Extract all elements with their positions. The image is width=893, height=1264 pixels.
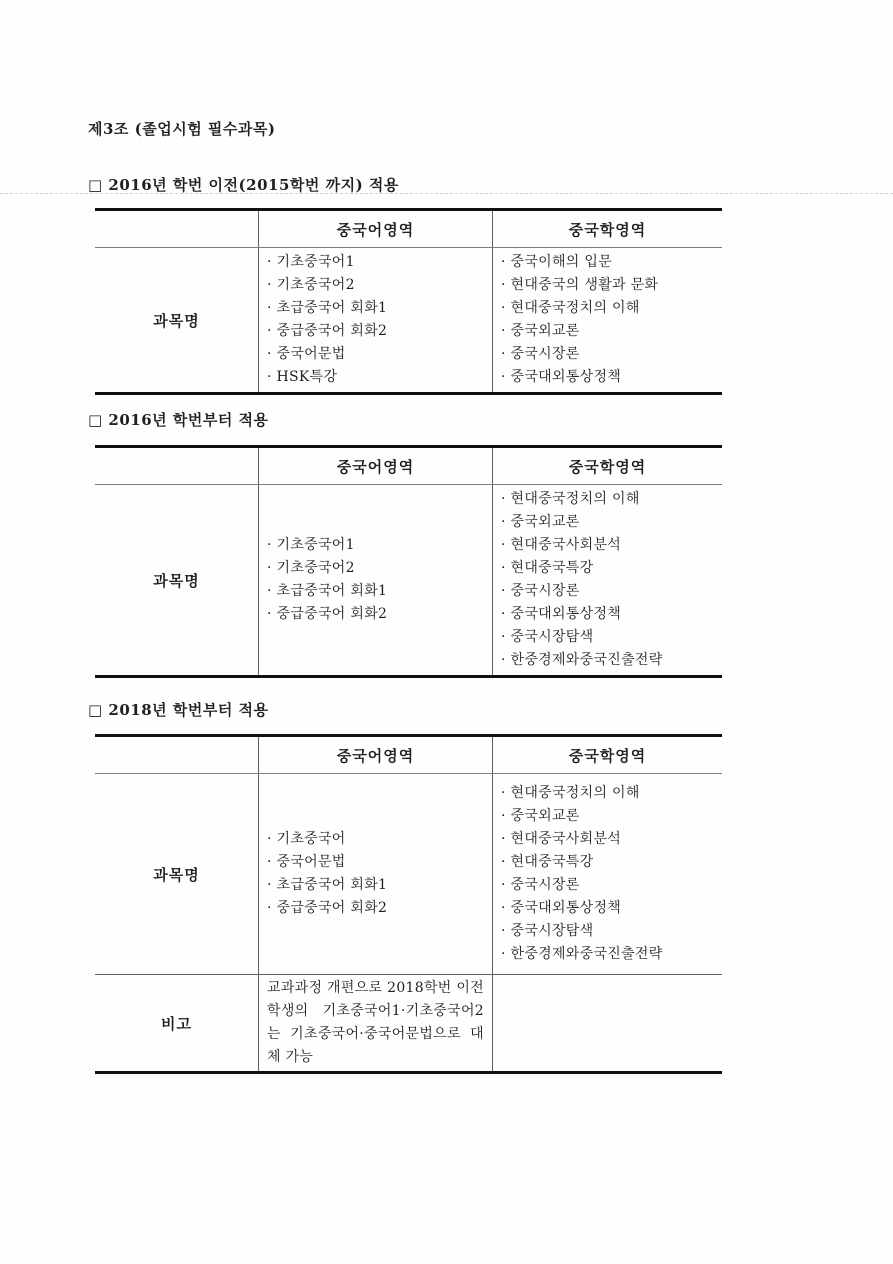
row-label-remark: 비고 [161, 1014, 192, 1033]
row-label-subjects: 과목명 [153, 571, 200, 590]
subject-list-chinese-language [258, 774, 492, 974]
table-header-row [95, 448, 722, 485]
subject-item: · 중국시장론 [501, 877, 580, 893]
subject-item: · 초급중국어 회화1 [267, 300, 388, 316]
header-cell-chinese-studies: 중국학영역 [492, 448, 722, 484]
table-remark-row [95, 974, 722, 1071]
subject-item: · 현대중국의 생활과 문화 [501, 277, 659, 293]
subject-item: · 중국외교론 [501, 808, 580, 824]
header-cell-empty [95, 448, 258, 484]
subject-item: · 중국대외통상정책 [501, 369, 622, 385]
table-body-row [95, 774, 722, 974]
subject-item: · 중국대외통상정책 [501, 900, 622, 916]
subject-item: · 중국외교론 [501, 323, 580, 339]
section-heading-pre-2016: □ 2016년 학번 이전(2015학번 까지) 적용 [88, 176, 399, 194]
subject-item: · HSK특강 [267, 369, 338, 385]
subject-item: · 중국시장론 [501, 583, 580, 599]
subject-item: · 현대중국특강 [501, 854, 594, 870]
subject-item: · 현대중국정치의 이해 [501, 491, 640, 507]
subject-item: · 현대중국정치의 이해 [501, 300, 640, 316]
page-title: 제3조 (졸업시험 필수과목) [88, 120, 276, 138]
row-label-subjects: 과목명 [153, 865, 200, 884]
header-cell-empty [95, 211, 258, 247]
subject-item: · 기초중국어1 [267, 537, 355, 553]
header-cell-chinese-language: 중국어영역 [258, 737, 492, 773]
subject-item: · 중급중국어 회화2 [267, 900, 388, 916]
subject-item: · 기초중국어2 [267, 277, 355, 293]
subject-item: · 중급중국어 회화2 [267, 323, 388, 339]
subject-list-chinese-studies [492, 248, 722, 392]
table-from-2016 [95, 445, 722, 678]
subject-item: · 중국시장탐색 [501, 923, 594, 939]
subject-list-chinese-language [258, 485, 492, 675]
subject-item: · 기초중국어 [267, 831, 346, 847]
table-body-row [95, 248, 722, 392]
subject-list-chinese-language [258, 248, 492, 392]
header-cell-chinese-language: 중국어영역 [258, 448, 492, 484]
table-pre-2016 [95, 208, 722, 395]
section-heading-from-2016: □ 2016년 학번부터 적용 [88, 411, 269, 429]
row-label-subjects: 과목명 [153, 311, 200, 330]
subject-item: · 현대중국특강 [501, 560, 594, 576]
header-cell-empty [95, 737, 258, 773]
subject-list-chinese-studies [492, 485, 722, 675]
table-from-2018 [95, 734, 722, 1074]
remark-empty-cell [492, 975, 722, 1071]
header-cell-chinese-language: 중국어영역 [258, 211, 492, 247]
subject-item: · 중국어문법 [267, 854, 346, 870]
subject-item: · 한중경제와중국진출전략 [501, 946, 663, 962]
remark-text: 교과과정 개편으로 2018학번 이전학생의 기초중국어1·기초중국어2는 기초중국어·중국어문법으로 대체 가능 [258, 975, 492, 1071]
table-header-row [95, 211, 722, 248]
subject-item: · 중국이해의 입문 [501, 254, 613, 270]
header-cell-chinese-studies: 중국학영역 [492, 737, 722, 773]
header-cell-chinese-studies: 중국학영역 [492, 211, 722, 247]
subject-list-chinese-studies [492, 774, 722, 974]
subject-item: · 기초중국어2 [267, 560, 355, 576]
subject-item: · 중국시장론 [501, 346, 580, 362]
subject-item: · 중국어문법 [267, 346, 346, 362]
table-header-row [95, 737, 722, 774]
subject-item: · 초급중국어 회화1 [267, 877, 388, 893]
subject-item: · 중국외교론 [501, 514, 580, 530]
subject-item: · 초급중국어 회화1 [267, 583, 388, 599]
subject-item: · 중국시장탐색 [501, 629, 594, 645]
subject-item: · 현대중국사회분석 [501, 831, 622, 847]
subject-item: · 현대중국정치의 이해 [501, 785, 640, 801]
subject-item: · 중국대외통상정책 [501, 606, 622, 622]
subject-item: · 기초중국어1 [267, 254, 355, 270]
subject-item: · 중급중국어 회화2 [267, 606, 388, 622]
table-body-row [95, 485, 722, 675]
section-heading-from-2018: □ 2018년 학번부터 적용 [88, 701, 269, 719]
subject-item: · 현대중국사회분석 [501, 537, 622, 553]
subject-item: · 한중경제와중국진출전략 [501, 652, 663, 668]
